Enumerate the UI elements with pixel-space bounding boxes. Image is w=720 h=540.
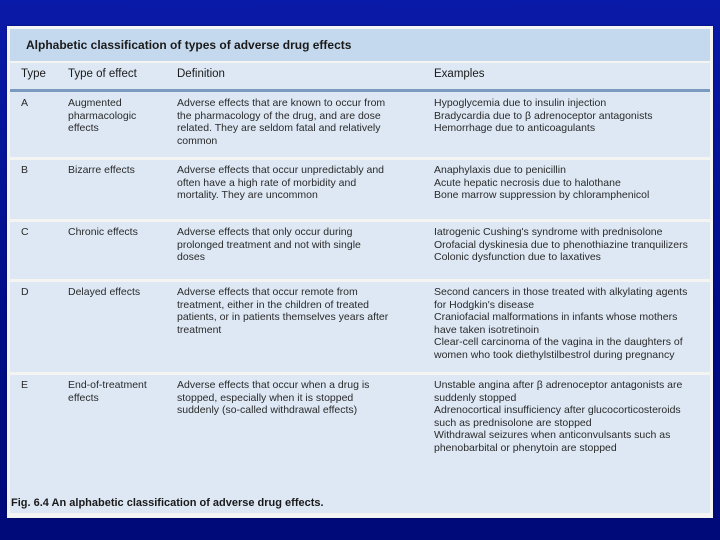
row-d-effect: Delayed effects [68, 286, 141, 298]
row-b-type: B [21, 164, 29, 176]
row-d-examples: Second cancers in those treated with alkylating agents for Hodgkin's disease Craniofacial malformations in infants whose mothers have taken isotretinoin Clear-cell carcinoma of the vagina in the daughters of women who took diethylstilbestrol during pregnancy [434, 286, 688, 361]
row-a-definition: Adverse effects that are known to occur from the pharmacology of the drug, and are dose related. They are seldom fatal and relatively common [177, 97, 386, 147]
table-title: Alphabetic classification of types of adverse drug effects [26, 38, 352, 52]
row-e-type: E [21, 379, 29, 391]
header-definition: Definition [177, 68, 225, 80]
row-c-definition: Adverse effects that only occur during prolonged treatment and not with single doses [177, 226, 361, 263]
row-d-definition: Adverse effects that occur remote from treatment, either in the children of treated patients, or in patients themselves years after treatment [177, 286, 389, 336]
table-title-bar [10, 29, 710, 61]
row-a-effect: Augmented pharmacologic effects [68, 97, 137, 134]
row-d-type: D [21, 286, 29, 298]
row-divider [10, 279, 710, 282]
row-e-examples: Unstable angina after β adrenoceptor antagonists are suddenly stopped Adrenocortical insufficiency after glucocorticosteroids such as prednisolone are stopped Withdrawal seizures when anticonvulsants such as phenobarbital or phenytoin are stopped [434, 379, 683, 454]
row-e-effect: End-of-treatment effects [68, 379, 147, 404]
classification-table [10, 63, 710, 513]
header-type-of-effect: Type of effect [68, 68, 137, 80]
row-a-type: A [21, 97, 29, 109]
figure-caption: Fig. 6.4 An alphabetic classification of adverse drug effects. [11, 497, 324, 509]
row-b-effect: Bizarre effects [68, 164, 135, 176]
row-e-definition: Adverse effects that occur when a drug is stopped, especially when it is stopped suddenly (so-called withdrawal effects) [177, 379, 370, 416]
header-type: Type [21, 68, 46, 80]
row-c-examples: Iatrogenic Cushing's syndrome with prednisolone Orofacial dyskinesia due to phenothiazine tranquilizers Colonic dysfunction due to laxatives [434, 226, 688, 263]
row-divider [10, 157, 710, 160]
row-divider [10, 372, 710, 375]
row-a-examples: Hypoglycemia due to insulin injection Bradycardia due to β adrenoceptor antagonists Hemorrhage due to anticoagulants [434, 97, 653, 134]
header-examples: Examples [434, 68, 485, 80]
row-c-type: C [21, 226, 29, 238]
row-b-examples: Anaphylaxis due to penicillin Acute hepatic necrosis due to halothane Bone marrow suppression by chloramphenicol [434, 164, 650, 201]
row-divider [10, 219, 710, 222]
header-divider [10, 89, 710, 92]
row-c-effect: Chronic effects [68, 226, 138, 238]
row-b-definition: Adverse effects that occur unpredictably and often have a high rate of morbidity and mortality. They are uncommon [177, 164, 385, 201]
textbook-page [7, 26, 713, 518]
